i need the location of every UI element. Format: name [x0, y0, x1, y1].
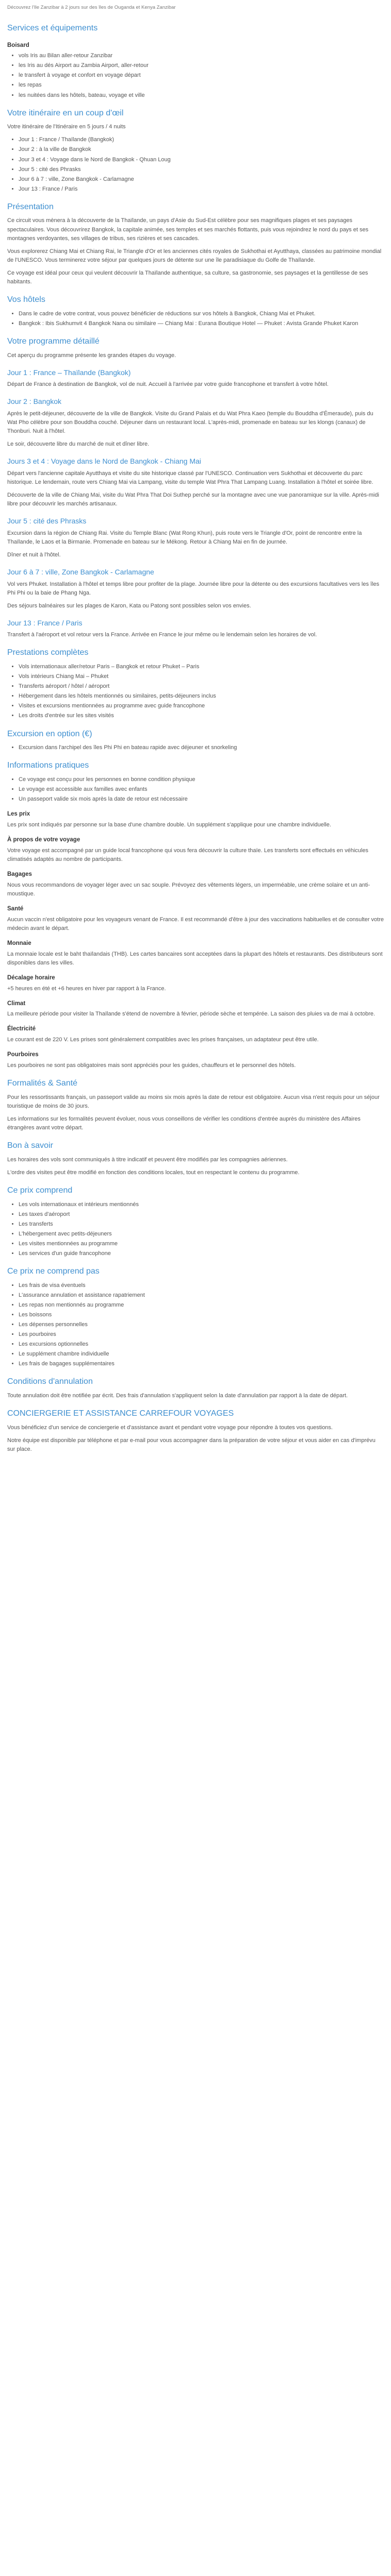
info-text: Aucun vaccin n'est obligatoire pour les voyageurs venant de France. Il est recommandé d'être à jour des vaccinations habituelles et de consulter votre médecin avant le départ.	[7, 916, 384, 931]
info-subheading: Les prix	[7, 811, 30, 818]
info-text: Nous vous recommandons de voyager léger avec un sac souple. Prévoyez des vêtements légers, un imperméable, une crème solaire et un anti-moustique.	[7, 882, 370, 897]
programme-title: Votre programme détaillé	[7, 336, 100, 346]
list-item: • Les boissons	[19, 1311, 384, 1319]
info-subheading: Pourboires	[7, 1052, 39, 1058]
list-item: • Les visites mentionnées au programme	[19, 1240, 384, 1248]
formalites-title: Formalités & Santé	[7, 1079, 78, 1088]
day-title: Jours 3 et 4 : Voyage dans le Nord de Bangkok - Chiang Mai	[7, 457, 201, 466]
list-item: • Excursion dans l'archipel des îles Phi Phi en bateau rapide avec déjeuner et snorkeling	[19, 743, 384, 752]
info-text: Les prix sont indiqués par personne sur la base d'une chambre double. Un supplément s'applique pour une chambre individuelle.	[7, 822, 331, 828]
not-included-list	[7, 1281, 384, 1368]
itinerary-title: Votre itinéraire en un coup d'œil	[7, 108, 124, 117]
prices-list	[7, 663, 384, 720]
list-item: • Bangkok : Ibis Sukhumvit 4 Bangkok Nana ou similaire — Chiang Mai : Eurana Boutique Hotel — Phuket : Avista Grande Phuket Karon	[19, 319, 384, 328]
list-item: • Jour 6 à 7 : ville, Zone Bangkok - Carlamagne	[19, 175, 384, 184]
day-title: Jour 6 à 7 : ville, Zone Bangkok - Carlamagne	[7, 567, 154, 576]
hotels-list	[7, 310, 384, 328]
day-title: Jour 5 : cité des Phrasks	[7, 517, 87, 526]
list-item: • Le voyage est accessible aux familles avec enfants	[19, 785, 384, 794]
bon-savoir-text: Les horaires des vols sont communiqués à titre indicatif et peuvent être modifiés par les compagnies aériennes.	[7, 1156, 288, 1163]
list-item: • Les excursions optionnelles	[19, 1340, 384, 1349]
presentation-paragraph: Ce circuit vous mènera à la découverte de la Thaïlande, un pays d'Asie du Sud-Est célèbre pour ses magnifiques plages et ses paysages spectaculaires. Vous découvrirez Bangkok, la capitale animée, ses temples et ses marchés flottants, puis vous rejoindrez le nord du pays et ses montagnes verdoyantes, ses villages de tribus, ses rizières et ses cascades.	[7, 217, 369, 242]
day-text: Après le petit-déjeuner, découverte de la ville de Bangkok. Visite du Grand Palais et du Wat Phra Kaeo (temple du Bouddha d'Émeraude), puis du Wat Pho célèbre pour son Bouddha couché. Déjeuner dans un restaurant local. L'après-midi, promenade en bateau sur les klongs (canaux) de Thonburi. Nuit à l'hôtel.	[7, 410, 373, 435]
info-text: Les pourboires ne sont pas obligatoires mais sont appréciés pour les guides, chauffeurs et le personnel des hôtels.	[7, 1062, 296, 1069]
included-list	[7, 52, 384, 99]
breadcrumb: Découvrez l'Ile Zanzibar à 2 jours sur des îles de Ouganda et Kenya Zanzibar	[7, 5, 176, 10]
list-item: • les repas	[19, 81, 384, 90]
list-item: • Vols intérieurs Chiang Mai – Phuket	[19, 672, 384, 681]
list-item: • Jour 2 : à la ville de Bangkok	[19, 145, 384, 154]
info-text: La meilleure période pour visiter la Thaïlande s'étend de novembre à février, période sèche et tempérée. La saison des pluies va de mai à octobre.	[7, 1011, 376, 1018]
list-item: • Un passeport valide six mois après la date de retour est nécessaire	[19, 795, 384, 804]
info-subheading: Santé	[7, 905, 24, 912]
list-item: • Les vols internationaux et intérieurs mentionnés	[19, 1200, 384, 1209]
list-item: • L'assurance annulation et assistance rapatriement	[19, 1291, 384, 1300]
list-item: • les Iris au dés Airport au Zambia Airport, aller-retour	[19, 61, 384, 70]
list-item: • Les services d'un guide francophone	[19, 1249, 384, 1258]
info-subheading: Bagages	[7, 871, 32, 878]
list-item: • Jour 1 : France / Thaïlande (Bangkok)	[19, 135, 384, 144]
info-subheading: Climat	[7, 1000, 26, 1007]
day-title: Jour 2 : Bangkok	[7, 397, 62, 406]
list-item: • Ce voyage est conçu pour les personnes en bonne condition physique	[19, 775, 384, 784]
hotels-title: Vos hôtels	[7, 295, 45, 304]
info-subheading: Électricité	[7, 1026, 36, 1032]
list-item: • Visites et excursions mentionnées au programme avec guide francophone	[19, 702, 384, 710]
list-item: • Vols internationaux aller/retour Paris – Bangkok et retour Phuket – Paris	[19, 663, 384, 671]
prices-title: Prestations complètes	[7, 648, 89, 657]
itinerary-intro: Votre itinéraire de l'Itinéraire en 5 jours / 4 nuits	[7, 124, 126, 130]
presentation-paragraph: Ce voyage est idéal pour ceux qui veulent découvrir la Thaïlande authentique, sa culture, sa gastronomie, ses paysages et la gentillesse de ses habitants.	[7, 269, 368, 285]
list-item: • Les droits d'entrée sur les sites visités	[19, 711, 384, 720]
list-item: • Jour 5 : cité des Phrasks	[19, 165, 384, 174]
itinerary-list	[7, 135, 384, 193]
excursions-list	[7, 743, 384, 752]
excursions-title: Excursion en option (€)	[7, 729, 92, 738]
day-text: Transfert à l'aéroport et vol retour vers la France. Arrivée en France le jour même ou le lendemain selon les horaires de vol.	[7, 632, 317, 638]
concierge-text: Vous bénéficiez d'un service de conciergerie et d'assistance avant et pendant votre voyage pour répondre à toutes vos questions.	[7, 1425, 333, 1431]
day-title: Jour 13 : France / Paris	[7, 618, 83, 627]
presentation-paragraph: Vous explorerez Chiang Mai et Chiang Rai, le Triangle d'Or et les anciennes cités royales de Sukhothai et Ayutthaya, classées au patrimoine mondial de l'UNESCO. Vous terminerez votre séjour par quelques jours de détente sur une île paradisiaque du Golfe de Thaïlande.	[7, 248, 382, 263]
info-text: Votre voyage est accompagné par un guide local francophone qui vous fera découvrir la culture thaïe. Les transferts sont effectués en véhicules climatisés adaptés au nombre de participants.	[7, 847, 368, 862]
list-item: • Les taxes d'aéroport	[19, 1210, 384, 1219]
list-item: • Les transferts	[19, 1220, 384, 1229]
bon-savoir-title: Bon à savoir	[7, 1141, 53, 1150]
included-title: Services et équipements	[7, 23, 98, 32]
info-title: Informations pratiques	[7, 761, 89, 770]
info-subheading: Décalage horaire	[7, 974, 55, 981]
list-item: • Jour 3 et 4 : Voyage dans le Nord de Bangkok - Qhuan Loug	[19, 156, 384, 164]
day-text: Le soir, découverte libre du marché de nuit et dîner libre.	[7, 441, 150, 448]
info-text: Le courant est de 220 V. Les prises sont généralement compatibles avec les prises françaises, un adaptateur peut être utile.	[7, 1037, 319, 1043]
conditions-title: Ce prix comprend	[7, 1186, 73, 1195]
formalites-text: Les informations sur les formalités peuvent évoluer, nous vous conseillons de vérifier les conditions d'entrée auprès du ministère des Affaires étrangères avant votre départ.	[7, 1116, 361, 1131]
concierge-title: CONCIERGERIE ET ASSISTANCE CARREFOUR VOYAGES	[7, 1409, 234, 1418]
concierge-text: Notre équipe est disponible par téléphone et par e-mail pour vous accompagner dans la préparation de votre séjour et vous aider en cas d'imprévu sur place.	[7, 1437, 376, 1453]
conditions-list	[7, 1200, 384, 1258]
day-text: Excursion dans la région de Chiang Rai. Visite du Temple Blanc (Wat Rong Khun), puis route vers le Triangle d'Or, point de rencontre entre la Thaïlande, le Laos et la Birmanie. Promenade en bateau sur le Mékong. Retour à Chiang Mai en fin de journée.	[7, 530, 362, 545]
list-item: • Dans le cadre de votre contrat, vous pouvez bénéficier de réductions sur vos hôtels à Bangkok, Chiang Mai et Phuket.	[19, 310, 384, 318]
not-included-title: Ce prix ne comprend pas	[7, 1267, 100, 1276]
list-item: • vols Iris au Bilan aller-retour Zanzibar	[19, 52, 384, 60]
day-text: Découverte de la ville de Chiang Mai, visite du Wat Phra That Doi Suthep perché sur la montagne avec une vue panoramique sur la ville. Après-midi libre pour découvrir les marchés artisanaux.	[7, 492, 379, 507]
info-list	[7, 775, 384, 804]
presentation-title: Présentation	[7, 202, 54, 211]
list-item: • Les repas non mentionnés au programme	[19, 1301, 384, 1310]
info-subheading: Monnaie	[7, 940, 31, 946]
day-title: Jour 1 : France – Thaïlande (Bangkok)	[7, 368, 131, 377]
list-item: • Jour 13 : France / Paris	[19, 185, 384, 194]
info-subheading: À propos de votre voyage	[7, 837, 80, 843]
formalites-text: Pour les ressortissants français, un passeport valide au moins six mois après la date de retour est obligatoire. Aucun visa n'est requis pour un séjour touristique de moins de 30 jours.	[7, 1094, 380, 1110]
list-item: • Les pourboires	[19, 1330, 384, 1339]
day-text: Départ vers l'ancienne capitale Ayutthaya et visite du site historique classé par l'UNESCO. Continuation vers Sukhothai et découverte du parc historique. Le lendemain, route vers Chiang Mai via Lampang, visite du temple Wat Phra That Lampang Luang. Installation à l'hôtel et soirée libre.	[7, 470, 373, 485]
day-text: Dîner et nuit à l'hôtel.	[7, 551, 61, 558]
list-item: • Transferts aéroport / hôtel / aéroport	[19, 682, 384, 691]
list-item: • Hébergement dans les hôtels mentionnés ou similaires, petits-déjeuners inclus	[19, 692, 384, 701]
list-item: • L'hébergement avec petits-déjeuners	[19, 1230, 384, 1239]
info-text: La monnaie locale est le baht thaïlandais (THB). Les cartes bancaires sont acceptées dans la plupart des hôtels et restaurants. Des distributeurs sont disponibles dans les villes.	[7, 951, 383, 966]
list-item: • Les dépenses personnelles	[19, 1320, 384, 1329]
day-text: Vol vers Phuket. Installation à l'hôtel et temps libre pour profiter de la plage. Journée libre pour la détente ou des excursions facultatives vers les îles Phi Phi ou la baie de Phang Nga.	[7, 581, 380, 596]
day-text: Départ de France à destination de Bangkok, vol de nuit. Accueil à l'arrivée par votre guide francophone et transfert à votre hôtel.	[7, 381, 329, 388]
included-sub: Boisard	[7, 42, 29, 48]
list-item: • Les frais de visa éventuels	[19, 1281, 384, 1290]
annulation-title: Conditions d'annulation	[7, 1377, 93, 1386]
list-item: • le transfert à voyage et confort en voyage départ	[19, 71, 384, 80]
bon-savoir-text: L'ordre des visites peut être modifié en fonction des conditions locales, tout en respectant le contenu du programme.	[7, 1170, 300, 1176]
list-item: • Le supplément chambre individuelle	[19, 1350, 384, 1359]
programme-intro: Cet aperçu du programme présente les grandes étapes du voyage.	[7, 352, 176, 359]
list-item: • les nuitées dans les hôtels, bateau, voyage et ville	[19, 91, 384, 100]
list-item: • Les frais de bagages supplémentaires	[19, 1360, 384, 1368]
day-text: Des séjours balnéaires sur les plages de Karon, Kata ou Patong sont possibles selon vos envies.	[7, 602, 251, 609]
info-text: +5 heures en été et +6 heures en hiver par rapport à la France.	[7, 985, 166, 992]
annulation-text: Toute annulation doit être notifiée par écrit. Des frais d'annulation s'appliquent selon la date d'annulation par rapport à la date de départ.	[7, 1393, 348, 1399]
